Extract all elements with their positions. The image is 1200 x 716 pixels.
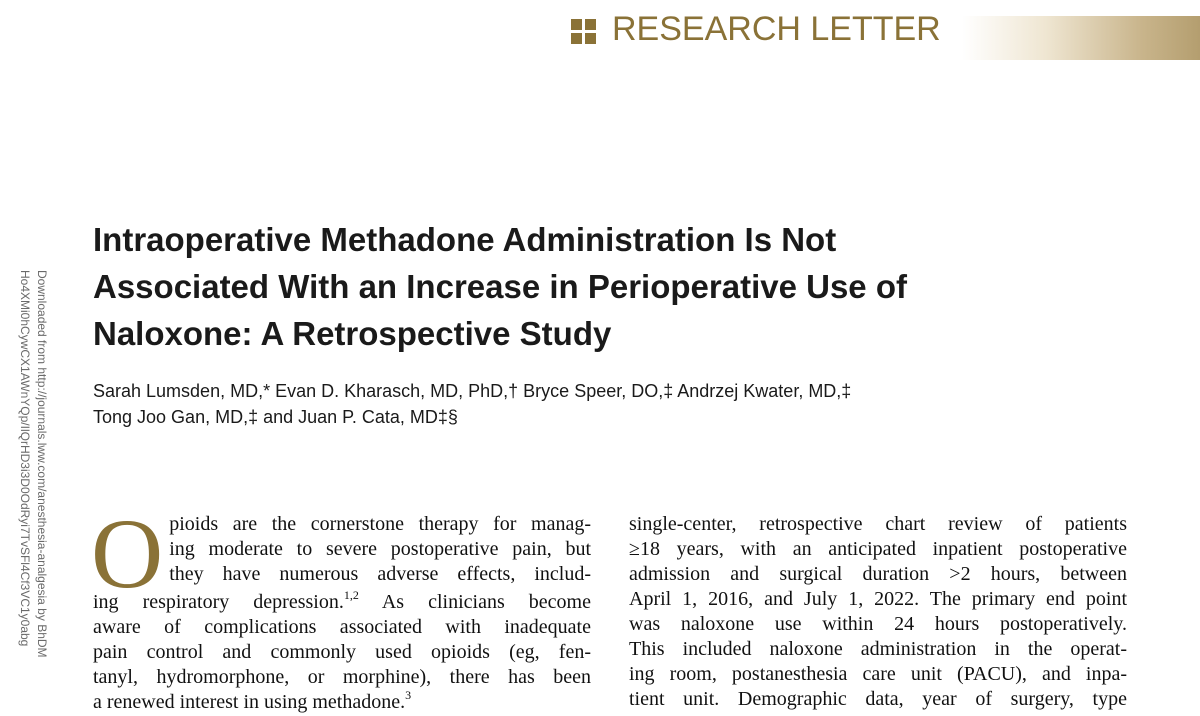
body-line: This included naloxone administration in the operat-	[629, 638, 1127, 660]
body-line: was naloxone use within 24 hours postoperatively.	[629, 613, 1127, 635]
citation-ref: 3	[405, 688, 412, 702]
watermark-line: Downloaded from http://journals.lww.com/anesthesia-analgesia by BhDM	[35, 270, 49, 658]
body-line	[93, 690, 591, 715]
body-line: ing room, postanesthesia care unit (PACU), and inpa-	[629, 663, 1127, 685]
body-column-left	[91, 498, 591, 715]
section-squares-icon	[571, 19, 597, 45]
author-line: Tong Joo Gan, MD,‡ and Juan P. Cata, MD‡§	[93, 407, 458, 427]
body-line: single-center, retrospective chart review of patients	[629, 513, 1127, 535]
body-line: admission and surgical duration >2 hours, between	[629, 563, 1127, 585]
title-line: Intraoperative Methadone Administration Is Not	[93, 221, 837, 258]
body-line: they have numerous adverse effects, includ-	[169, 563, 591, 585]
body-line: pioids are the cornerstone therapy for manag-	[169, 513, 591, 535]
body-line: tanyl, hydromorphone, or morphine), there has been	[93, 666, 591, 688]
download-watermark	[12, 270, 52, 716]
watermark-line: Ho4XMi0hCywCX1AWnYQp/IlQrHD3i3D0OdRyi7TvSFl4Cf3VC1y0abg	[18, 270, 32, 647]
author-list	[93, 378, 1143, 430]
citation-ref: 1,2	[343, 588, 359, 602]
body-text: ing respiratory depression.	[93, 591, 344, 613]
body-line: ≥18 years, with an anticipated inpatient postoperative	[629, 538, 1127, 560]
body-column-right	[629, 512, 1127, 712]
body-line: tient unit. Demographic data, year of surgery, type	[629, 688, 1127, 710]
body-line: pain control and commonly used opioids (eg, fen-	[93, 641, 591, 663]
body-line: April 1, 2016, and July 1, 2022. The primary end point	[629, 588, 1127, 610]
body-line: aware of complications associated with inadequate	[93, 616, 591, 638]
body-line	[93, 590, 591, 615]
author-line: Sarah Lumsden, MD,* Evan D. Kharasch, MD, PhD,† Bryce Speer, DO,‡ Andrzej Kwater, MD,‡	[93, 381, 852, 401]
title-line: Naloxone: A Retrospective Study	[93, 315, 612, 352]
body-line: ing moderate to severe postoperative pain, but	[169, 538, 591, 560]
title-line: Associated With an Increase in Perioperative Use of	[93, 268, 907, 305]
section-label: RESEARCH LETTER	[612, 10, 941, 48]
header-gradient-band	[962, 16, 1200, 60]
body-text: As clinicians become	[381, 591, 591, 613]
article-title	[93, 216, 1143, 357]
drop-cap: O	[91, 498, 164, 609]
body-text: a renewed interest in using methadone.	[93, 691, 406, 713]
